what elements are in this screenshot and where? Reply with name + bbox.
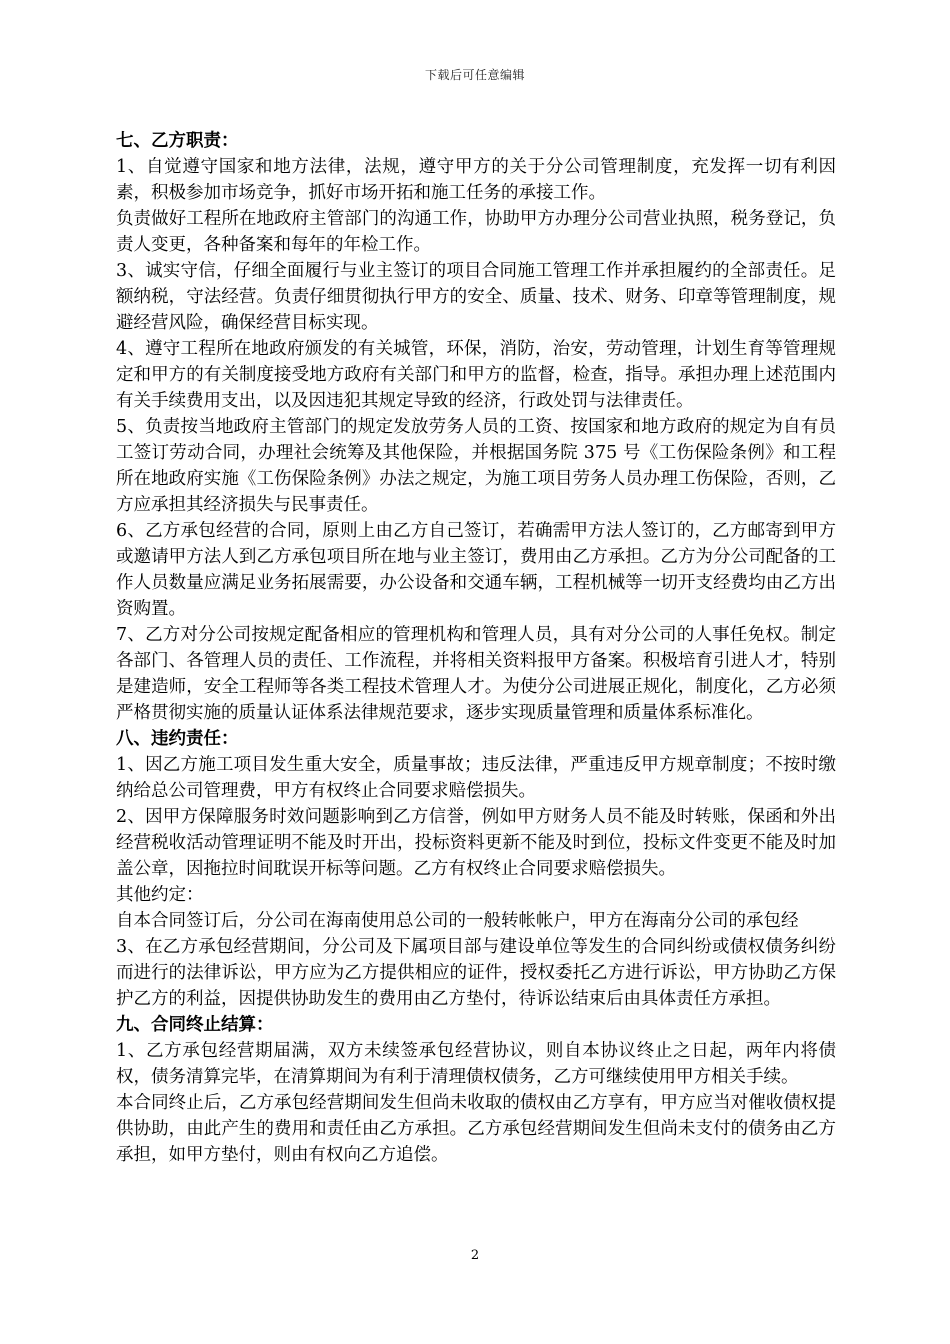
- paragraph: 负责做好工程所在地政府主管部门的沟通工作，协助甲方办理分公司营业执照，税务登记，负责人变更，各种备案和每年的年检工作。: [116, 209, 836, 255]
- section-heading-9: 九、合同终止结算：: [116, 1015, 274, 1035]
- paragraph: 1、乙方承包经营期届满，双方未续签承包经营协议，则自本协议终止之日起，两年内将债权，债务清算完毕，在清算期间为有利于清理债权债务，乙方可继续使用甲方相关手续。: [116, 1041, 836, 1087]
- paragraph: 自本合同签订后，分公司在海南使用总公司的一般转帐帐户，甲方在海南分公司的承包经: [116, 911, 799, 931]
- section-heading-8: 八、违约责任：: [116, 729, 239, 749]
- paragraph: 1、自觉遵守国家和地方法律，法规，遵守甲方的关于分公司管理制度，充发挥一切有利因素，积极参加市场竞争，抓好市场开拓和施工任务的承接工作。: [116, 157, 836, 203]
- paragraph: 其他约定：: [116, 885, 204, 905]
- paragraph: 3、诚实守信，仔细全面履行与业主签订的项目合同施工管理工作并承担履约的全部责任。足额纳税，守法经营。负责仔细贯彻执行甲方的安全、质量、技术、财务、印章等管理制度，规避经营风险，确保经营目标实现。: [116, 261, 836, 333]
- paragraph: 1、因乙方施工项目发生重大安全，质量事故；违反法律，严重违反甲方规章制度；不按时缴纳给总公司管理费，甲方有权终止合同要求赔偿损失。: [116, 755, 836, 801]
- section-heading-7: 七、乙方职责：: [116, 131, 239, 151]
- paragraph: 7、乙方对分公司按规定配备相应的管理机构和管理人员，具有对分公司的人事任免权。制定各部门、各管理人员的责任、工作流程，并将相关资料报甲方备案。积极培育引进人才，特别是建造师，安全工程师等各类工程技术管理人才。为使分公司进展正规化，制度化，乙方必须严格贯彻实施的质量认证体系法律规范要求，逐步实现质量管理和质量体系标准化。: [116, 625, 836, 723]
- document-body: [116, 128, 836, 1168]
- paragraph: 5、负责按当地政府主管部门的规定发放劳务人员的工资、按国家和地方政府的规定为自有员工签订劳动合同，办理社会统筹及其他保险，并根据国务院 375 号《工伤保险条例》和工程所在地政府实施《工伤保险条例》办法之规定，为施工项目劳务人员办理工伤保险，否则，乙方应承担其经济损失与民事责任。: [116, 417, 836, 515]
- paragraph: 6、乙方承包经营的合同，原则上由乙方自己签订，若确需甲方法人签订的，乙方邮寄到甲方或邀请甲方法人到乙方承包项目所在地与业主签订，费用由乙方承担。乙方为分公司配备的工作人员数量应满足业务拓展需要，办公设备和交通车辆，工程机械等一切开支经费均由乙方出资购置。: [116, 521, 836, 619]
- paragraph: 3、在乙方承包经营期间，分公司及下属项目部与建设单位等发生的合同纠纷或债权债务纠纷而进行的法律诉讼，甲方应为乙方提供相应的证件，授权委托乙方进行诉讼，甲方协助乙方保护乙方的利益，因提供协助发生的费用由乙方垫付，待诉讼结束后由具体责任方承担。: [116, 937, 836, 1009]
- page-number: 2: [470, 1248, 480, 1263]
- page-header-note: 下载后可任意编辑: [424, 68, 525, 82]
- paragraph: 4、遵守工程所在地政府颁发的有关城管，环保，消防，治安，劳动管理，计划生育等管理规定和甲方的有关制度接受地方政府有关部门和甲方的监督，检查，指导。承担办理上述范围内有关手续费用支出，以及因违犯其规定导致的经济，行政处罚与法律责任。: [116, 339, 836, 411]
- paragraph: 本合同终止后，乙方承包经营期间发生但尚未收取的债权由乙方享有，甲方应当对催收债权提供协助，由此产生的费用和责任由乙方承担。乙方承包经营期间发生但尚未支付的债务由乙方承担，如甲方垫付，则由有权向乙方追偿。: [116, 1093, 836, 1165]
- paragraph: 2、因甲方保障服务时效问题影响到乙方信誉，例如甲方财务人员不能及时转账，保函和外出经营税收活动管理证明不能及时开出，投标资料更新不能及时到位，投标文件变更不能及时加盖公章，因拖拉时间耽误开标等问题。乙方有权终止合同要求赔偿损失。: [116, 807, 836, 879]
